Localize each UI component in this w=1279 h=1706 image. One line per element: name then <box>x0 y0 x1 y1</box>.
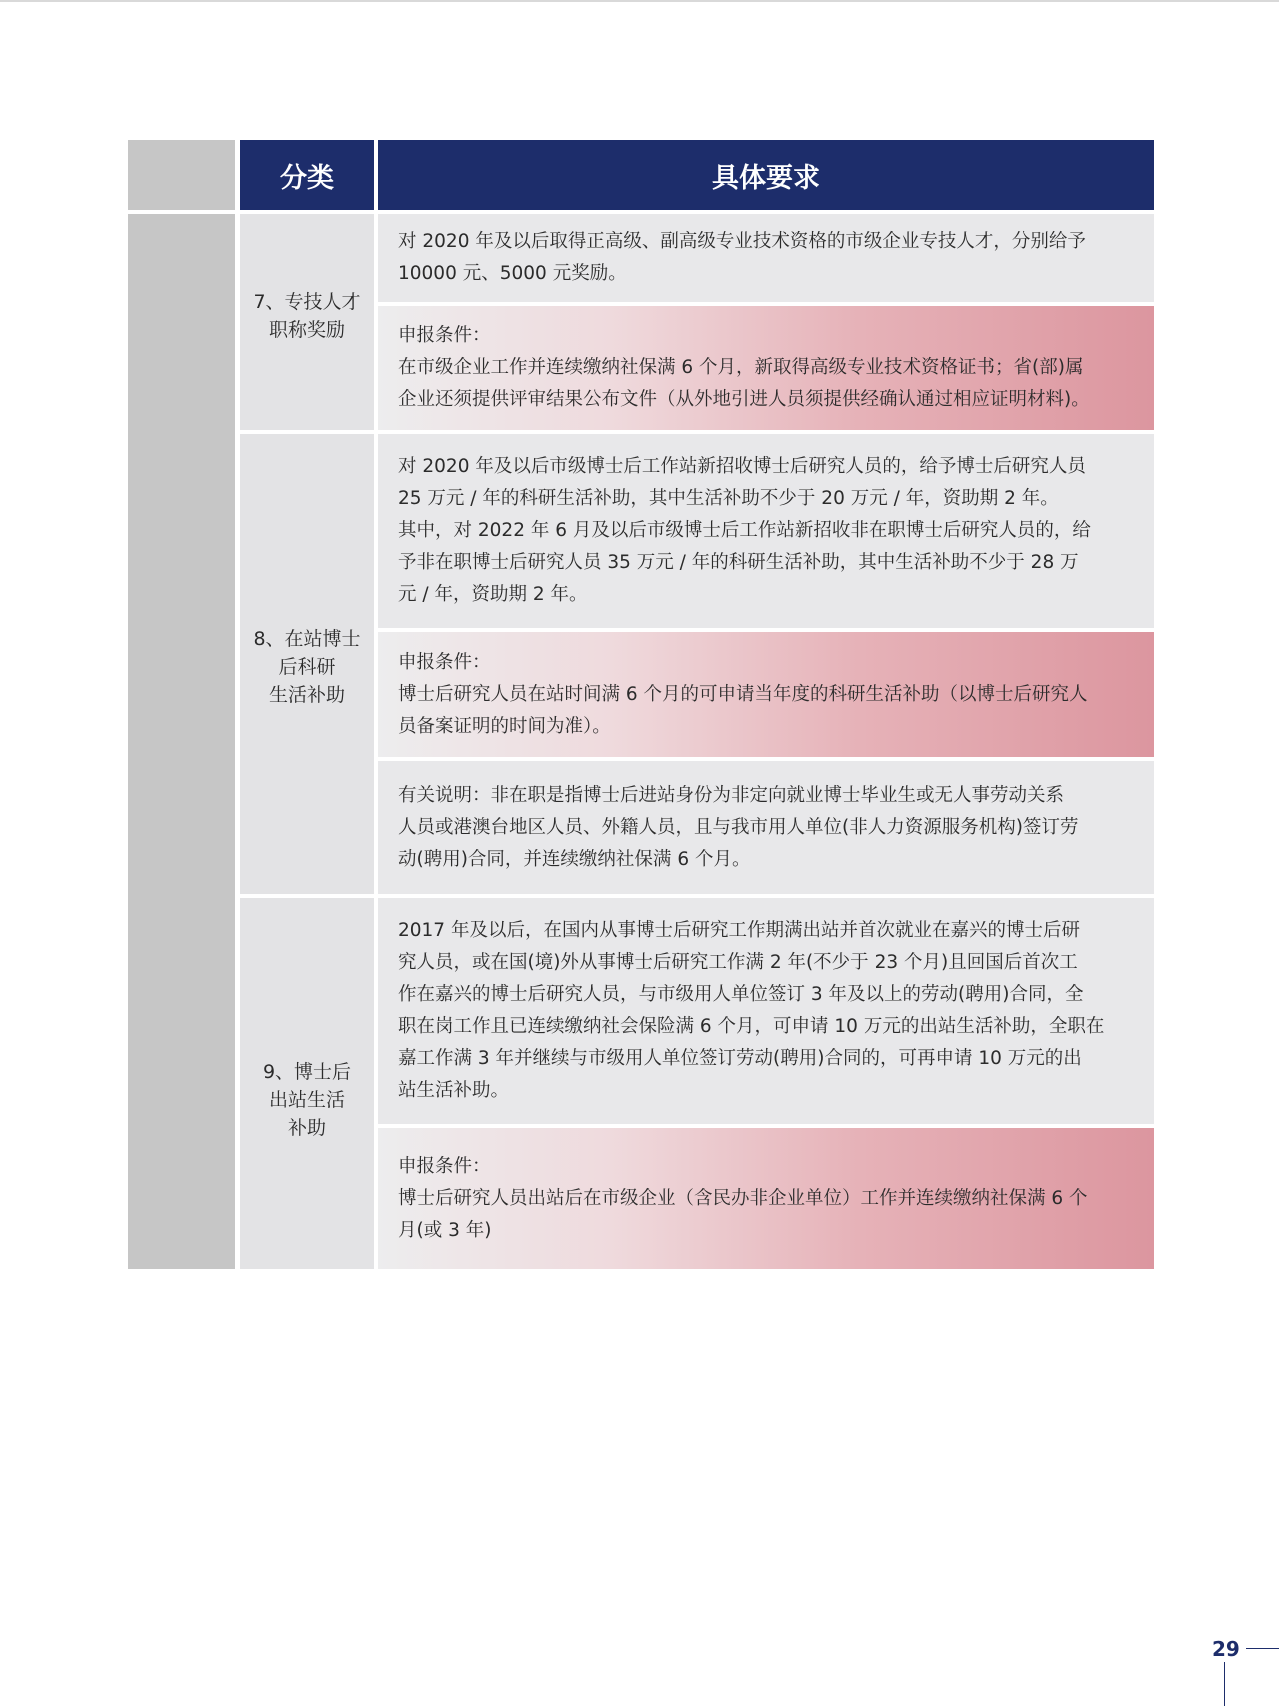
cell-line: 申报条件： <box>398 651 491 673</box>
cell-line: 企业还须提供评审结果公布文件（从外地引进人员须提供经确认通过相应证明材料)。 <box>398 389 1090 410</box>
cell-line: 博士后研究人员在站时间满 6 个月的可申请当年度的科研生活补助（以博士后研究人 <box>398 683 1088 705</box>
side-column <box>128 214 235 1269</box>
cell-line: 2017 年及以后，在国内从事博士后研究工作期满出站并首次就业在嘉兴的博士后研 <box>398 920 1080 941</box>
application-conditions-cell <box>378 632 1154 757</box>
requirement-cell <box>378 898 1154 1124</box>
cell-line: 动(聘用)合同，并连续缴纳社保满 6 个月。 <box>398 848 751 870</box>
cell-line: 25 万元 / 年的科研生活补助，其中生活补助不少于 20 万元 / 年，资助期 2 年。 <box>398 488 1059 509</box>
requirement-header: 具体要求 <box>378 140 1154 210</box>
side-header-block <box>128 140 235 210</box>
page-number-rule <box>1224 1662 1225 1706</box>
cell-line: 元 / 年，资助期 2 年。 <box>398 584 588 605</box>
cell-line: 对 2020 年及以后市级博士后工作站新招收博士后研究人员的，给予博士后研究人员 <box>398 456 1086 477</box>
category-label-7: 7、专技人才 职称奖励 <box>253 291 361 341</box>
cell-line: 在市级企业工作并连续缴纳社保满 6 个月，新取得高级专业技术资格证书；省(部)属 <box>398 357 1084 378</box>
cell-line: 究人员，或在国(境)外从事博士后研究工作满 2 年(不少于 23 个月)且回国后首次工 <box>398 952 1078 973</box>
cell-line: 职在岗工作且已连续缴纳社会保险满 6 个月，可申请 10 万元的出站生活补助，全职在 <box>398 1016 1105 1037</box>
cell-line: 嘉工作满 3 年并继续与市级用人单位签订劳动(聘用)合同的，可再申请 10 万元的出 <box>398 1048 1082 1069</box>
cell-line: 有关说明：非在职是指博士后进站身份为非定向就业博士毕业生或无人事劳动关系 <box>398 784 1065 806</box>
page-number-rule <box>1246 1648 1279 1649</box>
cell-line: 对 2020 年及以后取得正高级、副高级专业技术资格的市级企业专技人才，分别给予 <box>398 231 1086 252</box>
page-number: 29 <box>1212 1637 1240 1661</box>
application-conditions-cell <box>378 1128 1154 1269</box>
requirement-cell <box>378 434 1154 628</box>
cell-line: 申报条件： <box>398 1155 491 1177</box>
cell-line: 员备案证明的时间为准）。 <box>398 715 611 737</box>
requirement-cell <box>378 214 1154 302</box>
cell-line: 站生活补助。 <box>398 1080 510 1101</box>
cell-line: 月(或 3 年) <box>398 1219 492 1241</box>
category-label-9: 9、博士后 出站生活 补助 <box>262 1061 352 1139</box>
cell-line: 人员或港澳台地区人员、外籍人员，且与我市用人单位(非人力资源服务机构)签订劳 <box>398 816 1079 838</box>
cell-line: 其中，对 2022 年 6 月及以后市级博士后工作站新招收非在职博士后研究人员的，给 <box>398 520 1091 541</box>
application-conditions-cell <box>378 306 1154 430</box>
explanation-cell <box>378 761 1154 894</box>
cell-line: 10000 元、5000 元奖励。 <box>398 263 627 284</box>
category-header: 分类 <box>240 140 374 210</box>
top-border <box>0 0 1279 2</box>
cell-line: 博士后研究人员出站后在市级企业（含民办非企业单位）工作并连续缴纳社保满 6 个 <box>398 1187 1088 1209</box>
cell-line: 申报条件： <box>398 325 491 346</box>
category-label-8: 8、在站博士 后科研 生活补助 <box>253 628 361 706</box>
cell-line: 作在嘉兴的博士后研究人员，与市级用人单位签订 3 年及以上的劳动(聘用)合同，全 <box>398 984 1084 1005</box>
cell-line: 予非在职博士后研究人员 35 万元 / 年的科研生活补助，其中生活补助不少于 28 万 <box>398 552 1079 573</box>
